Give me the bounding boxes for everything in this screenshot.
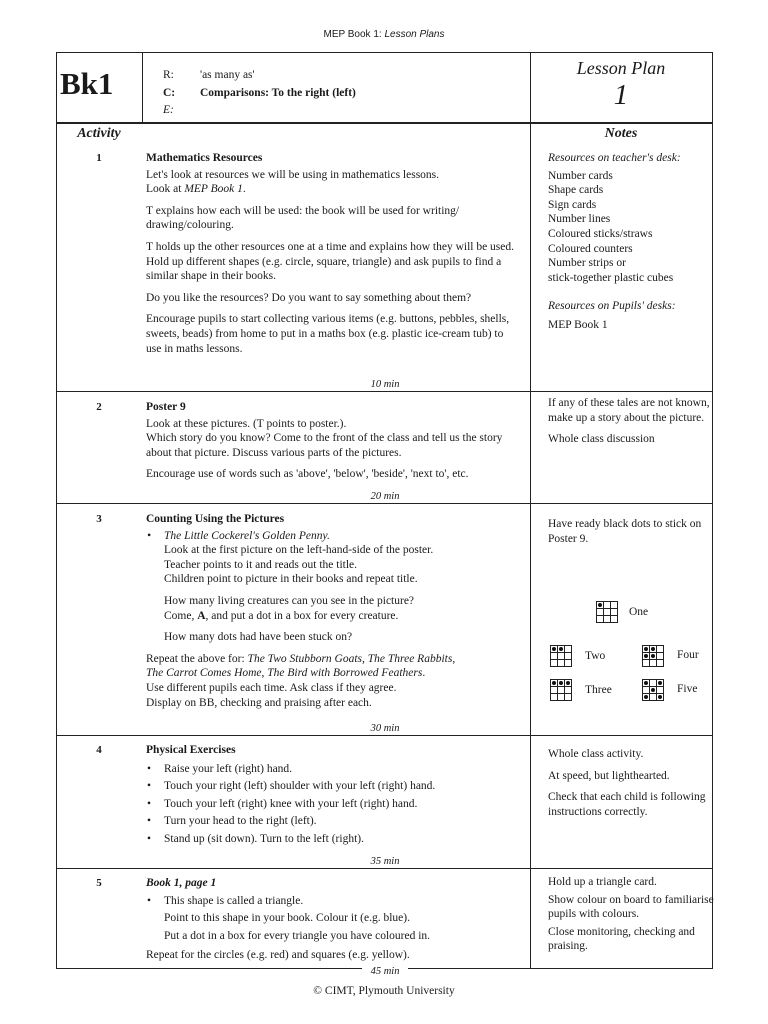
dot-label-two: Two <box>585 650 606 662</box>
activity-5-notes <box>548 875 718 961</box>
time-marker: 20 min <box>362 491 408 503</box>
c-value: Comparisons: To the right (left) <box>200 86 356 99</box>
exercise-item: • Touch your left (right) knee with your left (right) hand. <box>146 797 521 812</box>
dot-card-three-icon <box>550 679 572 701</box>
note-text: At speed, but lighthearted. <box>548 769 670 782</box>
repeat-text: Repeat the above for: <box>146 652 245 665</box>
activity-heading: Activity <box>77 126 121 141</box>
activity-number: 1 <box>96 152 102 164</box>
story-title: • The Little Cockerel's Golden Penny. <box>146 529 521 544</box>
lesson-plan-label: Lesson Plan <box>576 58 666 78</box>
activity-number: 2 <box>96 401 102 413</box>
page-header <box>0 29 768 40</box>
activity-3-notes <box>548 517 718 553</box>
dot-label-four: Four <box>677 649 699 661</box>
table-top-border <box>56 52 713 53</box>
activity-paragraph: T explains how each will be used: the book will be used for writing/ drawing/colouring. <box>146 204 460 232</box>
activity-title: Counting Using the Pictures <box>146 513 285 525</box>
note-item: Number strips or <box>548 257 626 270</box>
row-divider-1 <box>56 391 713 392</box>
activity-3-content <box>146 512 521 710</box>
header-section: Lesson Plans <box>384 29 445 40</box>
activity-title: Book 1, page 1 <box>146 877 217 889</box>
dot-card-four-icon <box>642 645 664 667</box>
activity-line: Point to this shape in your book. Colour it (e.g. blue). <box>164 912 410 925</box>
note-item: Number lines <box>548 213 611 226</box>
come-text: Come, <box>164 609 195 622</box>
dot-label-one: One <box>629 606 649 618</box>
activity-4-notes <box>548 747 718 826</box>
dot-card-one-icon <box>596 601 618 623</box>
activity-line: • This shape is called a triangle. <box>146 894 521 909</box>
activity-1-notes <box>548 151 718 333</box>
activity-line: Display on BB, checking and praising after each. <box>146 696 372 709</box>
activity-line: How many living creatures can you see in the picture? <box>164 594 415 607</box>
page-footer: © CIMT, Plymouth University <box>313 985 455 997</box>
note-item: Shape cards <box>548 184 604 197</box>
note-text: Whole class discussion <box>548 433 655 446</box>
time-marker: 30 min <box>362 723 408 735</box>
activity-number: 4 <box>96 744 102 756</box>
book-code: Bk1 <box>60 66 114 101</box>
e-key: E: <box>163 104 174 116</box>
note-item: Coloured sticks/straws <box>548 227 653 240</box>
pupil-letter: A <box>197 609 206 622</box>
exercise-item: • Stand up (sit down). Turn to the left (right). <box>146 832 521 847</box>
exercise-item: • Turn your head to the right (left). <box>146 814 521 829</box>
activity-line: Look at the first picture on the left-hand-side of the poster. <box>164 544 434 557</box>
activity-paragraph: Look at these pictures. (T points to poster.). <box>146 417 347 430</box>
note-text: Show colour on board to familiarise pupils with colours. <box>548 893 714 921</box>
activity-paragraph: Which story do you know? Come to the front of the class and tell us the story about that picture. Discuss various parts of the pictures. <box>146 432 503 459</box>
activity-2-content <box>146 400 521 489</box>
activity-line: The Carrot Comes Home, The Bird with Borrowed Feathers. <box>146 667 426 680</box>
activity-number: 5 <box>96 877 102 889</box>
story-titles: The Two Stubborn Goats, The Three Rabbits <box>247 652 453 665</box>
notes-divider <box>530 52 531 969</box>
activity-line: How many dots had have been stuck on? <box>164 631 353 644</box>
activity-paragraph: Let's look at resources we will be using in mathematics lessons. <box>146 168 440 181</box>
row-divider-4 <box>56 868 713 869</box>
activity-line: Teacher points to it and reads out the title. <box>164 558 358 571</box>
story-titles: The Carrot Comes Home, The Bird with Borrowed Feathers <box>146 667 423 680</box>
note-text: Check that each child is following instructions correctly. <box>548 791 706 818</box>
note-item: MEP Book 1 <box>548 318 608 331</box>
activity-1-content: Mathematics Resources Let's look at resources we will be using in mathematics lessons. Look at MEP Book 1. T explains how each will be used: the book will be used for writing/ drawing/colouring. T holds up the other resources one at a time and explains how they will be used. Hold up different shapes (e.g. circle, square, triangle) and ask pupils to find a similar shape in their books. Do you like the resources? Do you want to say something about them? Encourage pupils to start collecting various items (e.g. buttons, pebbles, shells, sweets, beads) from home to put in a maths box (e.g. plastic ice-cream tub) to use in maths lessons. <box>146 151 521 363</box>
time-marker: 10 min <box>362 379 408 391</box>
note-text: Hold up a triangle card. <box>548 876 657 888</box>
note-item: stick-together plastic cubes <box>548 271 674 284</box>
activity-line: Put a dot in a box for every triangle you have coloured in. <box>164 929 431 942</box>
note-text: Have ready black dots to stick on Poster 9. <box>548 518 702 545</box>
activity-5-content <box>146 876 521 963</box>
note-text: Close monitoring, checking and praising. <box>548 925 695 953</box>
r-key: R: <box>163 69 174 81</box>
note-text: If any of these tales are not known, make up a story about the picture. <box>548 397 710 424</box>
exercise-item: • Raise your left (right) hand. <box>146 762 521 777</box>
note-item: Number cards <box>548 169 613 182</box>
notes-heading: Resources on teacher's desk: <box>548 152 681 164</box>
time-marker: 45 min <box>362 966 408 978</box>
notes-heading: Resources on Pupils' desks: <box>548 300 676 313</box>
dot-label-five: Five <box>677 683 698 695</box>
exercise-item: • Touch your right (left) shoulder with your left (right) hand. <box>146 779 521 794</box>
activity-2-notes <box>548 396 718 454</box>
lesson-number: 1 <box>613 79 629 111</box>
dot-label-three: Three <box>585 684 612 696</box>
note-item: Coloured counters <box>548 242 633 255</box>
dot-instruction: , and put a dot in a box for every creature. <box>205 609 399 622</box>
dot-card-two-icon <box>550 645 572 667</box>
activity-paragraph: T holds up the other resources one at a time and explains how they will be used. Hold up different shapes (e.g. circle, square, triangle) and ask pupils to find a similar shape in their books. <box>146 240 515 283</box>
row-divider-3 <box>56 735 713 736</box>
note-item: Sign cards <box>548 198 597 211</box>
c-key: C: <box>163 86 176 99</box>
table-left-border <box>56 52 57 969</box>
activity-title: Physical Exercises <box>146 744 236 756</box>
notes-heading: Notes <box>604 126 638 141</box>
activity-title: Mathematics Resources <box>146 152 263 164</box>
title-bottom-border <box>56 122 713 124</box>
title-divider <box>142 52 143 123</box>
activity-number: 3 <box>96 513 102 525</box>
book-reference: MEP Book 1 <box>184 183 243 196</box>
note-text: Whole class activity. <box>548 748 644 760</box>
r-value: 'as many as' <box>200 69 255 81</box>
dot-card-five-icon <box>642 679 664 701</box>
header-book: MEP Book 1: <box>323 29 382 40</box>
activity-line: Repeat for the circles (e.g. red) and squares (e.g. yellow). <box>146 949 410 962</box>
activity-title: Poster 9 <box>146 401 186 413</box>
rce-block <box>163 67 356 120</box>
time-marker: 35 min <box>362 856 408 868</box>
row-divider-2 <box>56 503 713 504</box>
activity-line: Repeat the above for: The Two Stubborn Goats, The Three Rabbits, <box>146 652 456 665</box>
activity-paragraph: Encourage pupils to start collecting various items (e.g. buttons, pebbles, shells, sweets, beads) from home to put in a maths box (e.g. plastic ice-cream tub) to use in maths lessons. <box>146 313 510 355</box>
activity-paragraph: Look at <box>146 183 182 196</box>
activity-4-content <box>146 743 521 847</box>
activity-line <box>146 609 521 624</box>
activity-line: Children point to picture in their books and repeat title. <box>164 573 418 586</box>
activity-line: Use different pupils each time. Ask class if they agree. <box>146 681 397 694</box>
activity-paragraph: Do you like the resources? Do you want to say something about them? <box>146 291 472 304</box>
activity-paragraph: Encourage use of words such as 'above', 'below', 'beside', 'next to', etc. <box>146 468 469 481</box>
